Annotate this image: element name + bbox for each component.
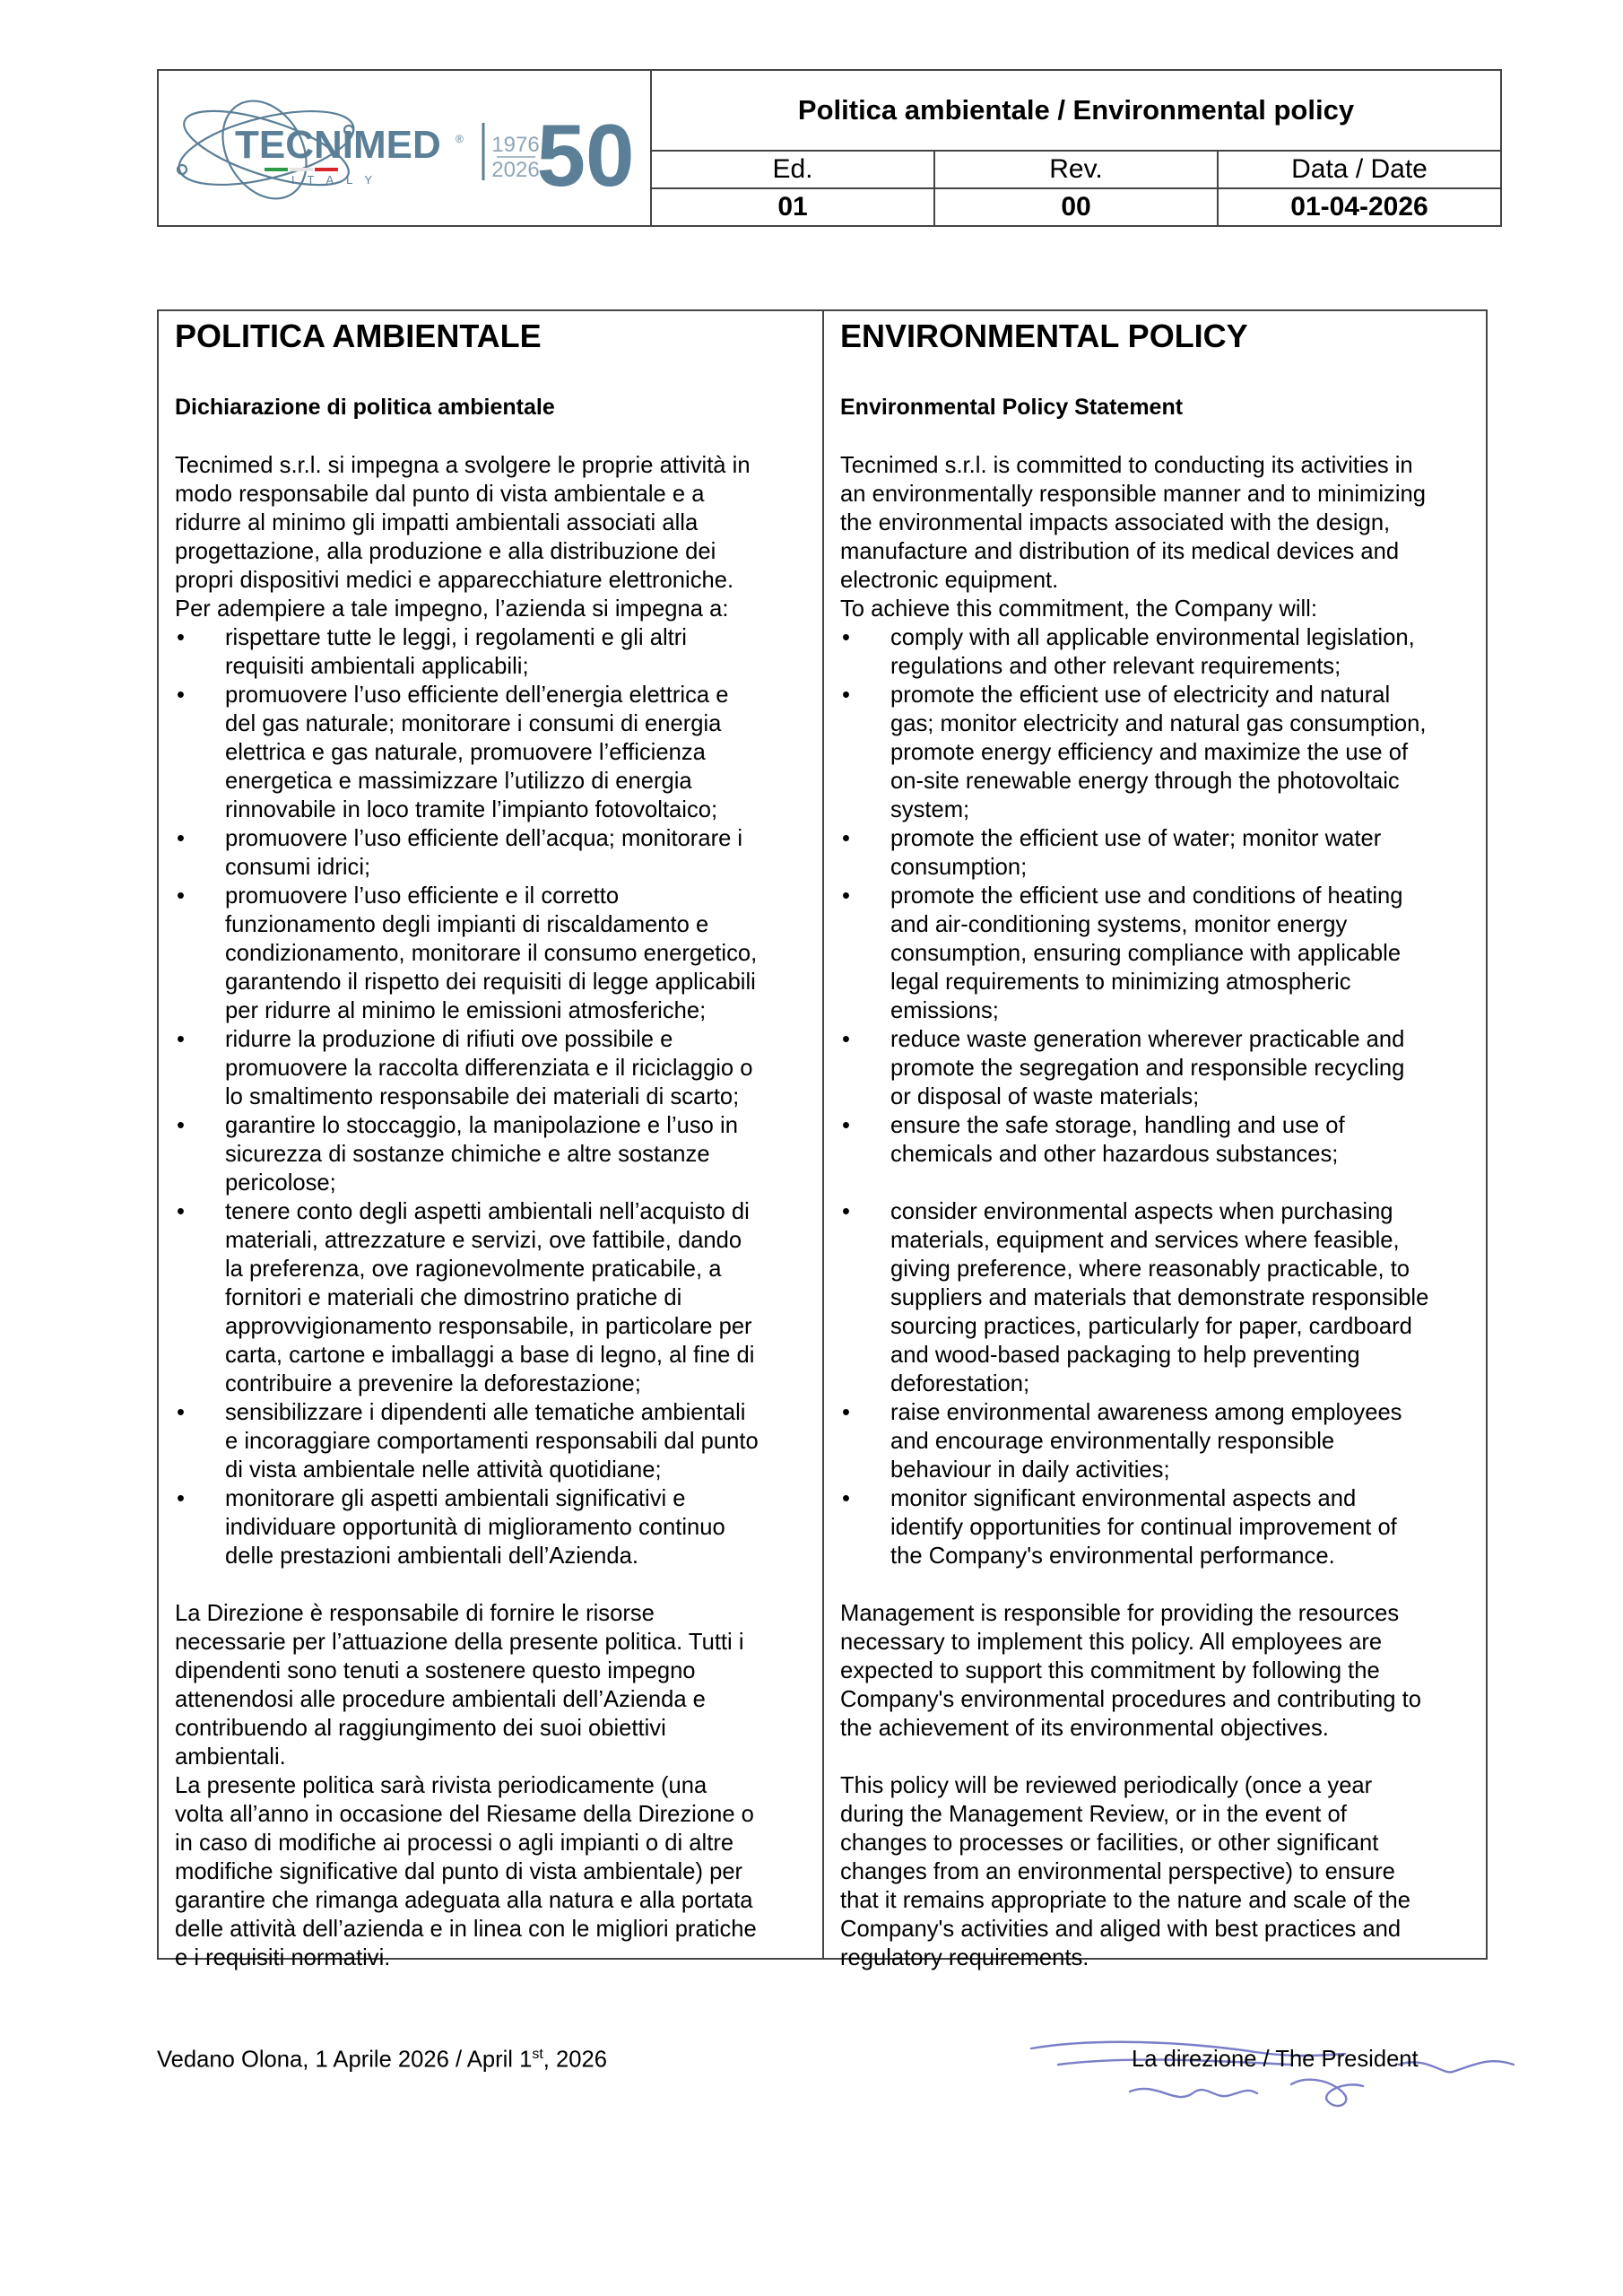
paragraph-line: that it remains appropriate to the nature and scale of the [840,1888,1410,1913]
bullet-line: deforestation; [890,1371,1030,1396]
italian-subheading: Dichiarazione di politica ambientale [175,395,555,420]
paragraph-line: manufacture and distribution of its medical devices and [840,539,1400,564]
bullet-line [890,1169,1470,1197]
paragraph-line: the environmental impacts associated with the design, [840,510,1391,535]
policy-bullet [840,681,1470,824]
bullet-line: sicurezza di sostanze chimiche e altre sostanze [225,1142,710,1167]
paragraph-line: La presente politica sarà rivista periodicamente (una [175,1773,707,1798]
bullet-line: consumption, ensuring compliance with applicable [890,941,1402,966]
english-intro [840,451,1470,623]
bullet-line: individuare opportunità di miglioramento continuo [225,1515,725,1540]
handwritten-signature [1022,2029,1524,2127]
paragraph-line: progettazione, alla produzione e alla distribuzione dei [175,539,716,564]
flag-red [315,168,338,171]
bullet-line: suppliers and materials that demonstrate responsible [890,1285,1429,1310]
bullet-line: legal requirements to minimizing atmospheric [890,970,1351,995]
bullet-line: del gas naturale; monitorare i consumi di energia [225,711,722,736]
date-label: Data / Date [1217,152,1500,187]
paragraph-line: contribuendo al raggiungimento dei suoi obiettivi [175,1716,666,1741]
paragraph-line: changes to processes or facilities, or other significant [840,1831,1379,1856]
italian-closing [175,1599,806,1972]
paragraph-line: e i requisiti normativi. [175,1945,391,1970]
bullet-line: promote energy efficiency and maximize the use of [890,740,1409,765]
policy-bullet [175,1398,806,1484]
tecnimed-logo [159,71,650,225]
bullet-line: system; [890,797,970,822]
bullet-line: • tenere conto degli aspetti ambientali nell’acquisto di [225,1199,750,1224]
paragraph-line: This policy will be reviewed periodically (once a year [840,1773,1373,1798]
company-logo-cell [159,71,652,225]
logo-tagline: ITALY [291,173,386,187]
edition-value: 01 [777,192,808,222]
policy-bullet [175,882,806,1025]
flag-green [265,168,288,171]
bullet-line: promuovere la raccolta differenziata e il riciclaggio o [225,1056,753,1081]
bullet-line: contribuire a prevenire la deforestazione; [225,1371,641,1396]
english-closing [840,1599,1470,1972]
bullet-line: materials, equipment and services where feasible, [890,1228,1400,1253]
bullet-line: identify opportunities for continual improvement of [890,1515,1397,1540]
paragraph-line: delle attività dell’azienda e in linea con le migliori pratiche [175,1917,757,1942]
bullet-line: carta, cartone e imballaggi a base di legno, al fine di [225,1343,755,1368]
bullet-line: materiali, attrezzature e servizi, ove fattibile, dando [225,1228,742,1253]
paragraph-line: To achieve this commitment, the Company will: [840,596,1317,622]
paragraph-line: volta all’anno in occasione del Riesame della Direzione o [175,1802,754,1827]
bullet-line: • monitorare gli aspetti ambientali significativi e [225,1486,686,1511]
document-title: Politica ambientale / Environmental policy [652,71,1500,152]
policy-bullet [175,1025,806,1111]
policy-bullet [175,1484,806,1570]
italian-bullet-list [175,623,806,1570]
bullet-line: requisiti ambientali applicabili; [225,654,529,679]
paragraph-line: ambientali. [175,1744,286,1770]
edition-label: Ed. [772,154,813,184]
flag-white [290,168,313,171]
bullet-line: lo smaltimento responsabile dei materiali di scarto; [225,1084,740,1109]
paragraph-line: Tecnimed s.r.l. si impegna a svolgere le proprie attività in [175,453,751,478]
policy-bullet [840,623,1470,681]
bullet-line: and encourage environmentally responsible [890,1429,1335,1454]
bullet-line: e incoraggiare comportamenti responsabili dal punto [225,1429,759,1454]
bullet-line: chemicals and other hazardous substances; [890,1142,1339,1167]
policy-bullet [175,681,806,824]
bullet-line: • comply with all applicable environmental legislation, [890,625,1415,650]
paragraph-line: Per adempiere a tale impegno, l’azienda si impegna a: [175,596,729,622]
signatory-label: La direzione / The President [1132,2047,1419,2072]
date-year: , 2026 [542,2047,607,2073]
italian-column [159,311,822,1970]
bullet-line: • ensure the safe storage, handling and use of [890,1113,1345,1138]
bullet-line: • consider environmental aspects when purchasing [890,1199,1393,1224]
bullet-line: fornitori e materiali che dimostrino pratiche di [225,1285,682,1310]
bullet-line: and wood-based packaging to help preventing [890,1343,1360,1368]
logo-brand-text: TECNIMED [235,123,441,167]
bullet-line: • promuovere l’uso efficiente dell’acqua; monitorare i [225,826,743,851]
bullet-line: • promote the efficient use and conditions of heating [890,883,1403,909]
bullet-line: energetica e massimizzare l’utilizzo di energia [225,769,692,794]
bullet-line: • ridurre la produzione di rifiuti ove possibile e [225,1027,673,1052]
bullet-line: on-site renewable energy through the photovoltaic [890,769,1400,794]
svg-text:®: ® [456,133,464,145]
bullet-line: • promote the efficient use of water; monitor water [890,826,1382,851]
bullet-line: la preferenza, ove ragionevolmente praticabile, a [225,1257,722,1282]
paragraph-line: an environmentally responsible manner and to minimizing [840,482,1426,507]
policy-bullet [840,1398,1470,1484]
bullet-line: • garantire lo stoccaggio, la manipolazione e l’uso in [225,1113,738,1138]
bullet-line: delle prestazioni ambientali dell’Azienda. [225,1544,638,1569]
bullet-line: • raise environmental awareness among employees [890,1400,1402,1425]
paragraph-line [840,1743,1470,1771]
policy-bullet [175,1197,806,1398]
policy-bullet [175,824,806,882]
policy-bullet [840,1025,1470,1111]
policy-bullet [840,1484,1470,1570]
bullet-line: regulations and other relevant requirements; [890,654,1341,679]
paragraph-line: Tecnimed s.r.l. is committed to conducting its activities in [840,453,1413,478]
bullet-line: • monitor significant environmental aspects and [890,1486,1357,1511]
paragraph-line: Company's activities and aliged with best practices and [840,1917,1402,1942]
policy-bullet [175,623,806,681]
bullet-line: elettrica e gas naturale, promuovere l’efficienza [225,740,706,765]
logo-year-start: 1976 [491,133,540,157]
bullet-line: • sensibilizzare i dipendenti alle tematiche ambientali [225,1400,746,1425]
paragraph-line: changes from an environmental perspective) to ensure [840,1859,1395,1884]
italian-intro [175,451,806,623]
paragraph-line: necessarie per l’attuazione della presente politica. Tutti i [175,1630,744,1655]
english-heading: ENVIRONMENTAL POLICY [840,317,1248,354]
bullet-line: gas; monitor electricity and natural gas consumption, [890,711,1427,736]
bullet-line: pericolose; [225,1170,336,1196]
bullet-line: • promuovere l’uso efficiente e il corretto [225,883,620,909]
document-header [157,69,1502,227]
revision-label: Rev. [933,152,1217,187]
bullet-line: • rispettare tutte le leggi, i regolamenti e gli altri [225,625,687,650]
bullet-line: condizionamento, monitorare il consumo energetico, [225,941,758,966]
date-value: 01-04-2026 [1217,189,1500,225]
paragraph-line: in caso di modifiche ai processi o agli impianti o di altre [175,1831,734,1856]
paragraph-line: electronic equipment. [840,568,1059,593]
policy-bullet [840,1197,1470,1398]
logo-year-end: 2026 [491,158,540,182]
bullet-line: or disposal of waste materials; [890,1084,1200,1109]
paragraph-line: the achievement of its environmental objectives. [840,1716,1329,1741]
policy-bullet [840,1111,1470,1197]
policy-bullet [840,824,1470,882]
paragraph-line: necessary to implement this policy. All employees are [840,1630,1383,1655]
policy-bullet [175,1111,806,1197]
bullet-line: the Company's environmental performance. [890,1544,1335,1569]
bullet-line: and air-conditioning systems, monitor energy [890,912,1348,937]
paragraph-line: regulatory requirements. [840,1945,1089,1970]
bullet-line: garantendo il rispetto dei requisiti di legge applicabili [225,970,756,995]
bullet-line: consumi idrici; [225,855,371,880]
bullet-line: • reduce waste generation wherever practicable and [890,1027,1405,1052]
policy-table [157,309,1488,1970]
bullet-line: • promote the efficient use of electricity and natural [890,683,1391,708]
bullet-line: promote the segregation and responsible recycling [890,1056,1405,1081]
english-column [822,311,1486,1970]
paragraph-line: attenendosi alle procedure ambientali dell’Azienda e [175,1687,706,1712]
english-subheading: Environmental Policy Statement [840,395,1184,420]
paragraph-line: propri dispositivi medici e apparecchiature elettroniche. [175,568,734,593]
paragraph-line: Management is responsible for providing the resources [840,1601,1400,1626]
bullet-line: rinnovabile in loco tramite l’impianto fotovoltaico; [225,797,718,822]
paragraph-line: modifiche significative dal punto di vista ambientale) per [175,1859,743,1884]
bullet-line: di vista ambientale nelle attività quotidiane; [225,1457,662,1483]
bullet-line: giving preference, where reasonably practicable, to [890,1257,1410,1282]
paragraph-line: modo responsabile dal punto di vista ambientale e a [175,482,705,507]
bullet-line: emissions; [890,998,999,1023]
logo-anniversary-mark: 50 [536,106,635,204]
paragraph-line: expected to support this commitment by following the [840,1658,1380,1683]
bullet-line: sourcing practices, particularly for paper, cardboard [890,1314,1412,1339]
italian-heading: POLITICA AMBIENTALE [175,317,542,354]
paragraph-line: dipendenti sono tenuti a sostenere questo impegno [175,1658,696,1683]
bullet-line: per ridurre al minimo le emissioni atmosferiche; [225,998,707,1023]
paragraph-line: ridurre al minimo gli impatti ambientali associati alla [175,510,699,535]
paragraph-line: garantire che rimanga adeguata alla natura e alla portata [175,1888,753,1913]
place-and-date [157,2047,607,2074]
bullet-line: • promuovere l’uso efficiente dell’energia elettrica e [225,683,729,708]
paragraph-line: La Direzione è responsabile di fornire le risorse [175,1601,655,1626]
paragraph-line: during the Management Review, or in the event of [840,1802,1347,1827]
revision-value: 00 [933,189,1217,225]
policy-bullet [840,882,1470,1025]
bullet-line: consumption; [890,855,1028,880]
paragraph-line: Company's environmental procedures and contributing to [840,1687,1421,1712]
place-date-text: Vedano Olona, 1 Aprile 2026 / April 1 [157,2047,533,2073]
bullet-line: behaviour in daily activities; [890,1457,1170,1483]
date-ordinal-suffix: st [532,2047,543,2062]
bullet-line: approvvigionamento responsabile, in particolare per [225,1314,752,1339]
bullet-line: funzionamento degli impianti di riscaldamento e [225,912,709,937]
english-bullet-list [840,623,1470,1570]
